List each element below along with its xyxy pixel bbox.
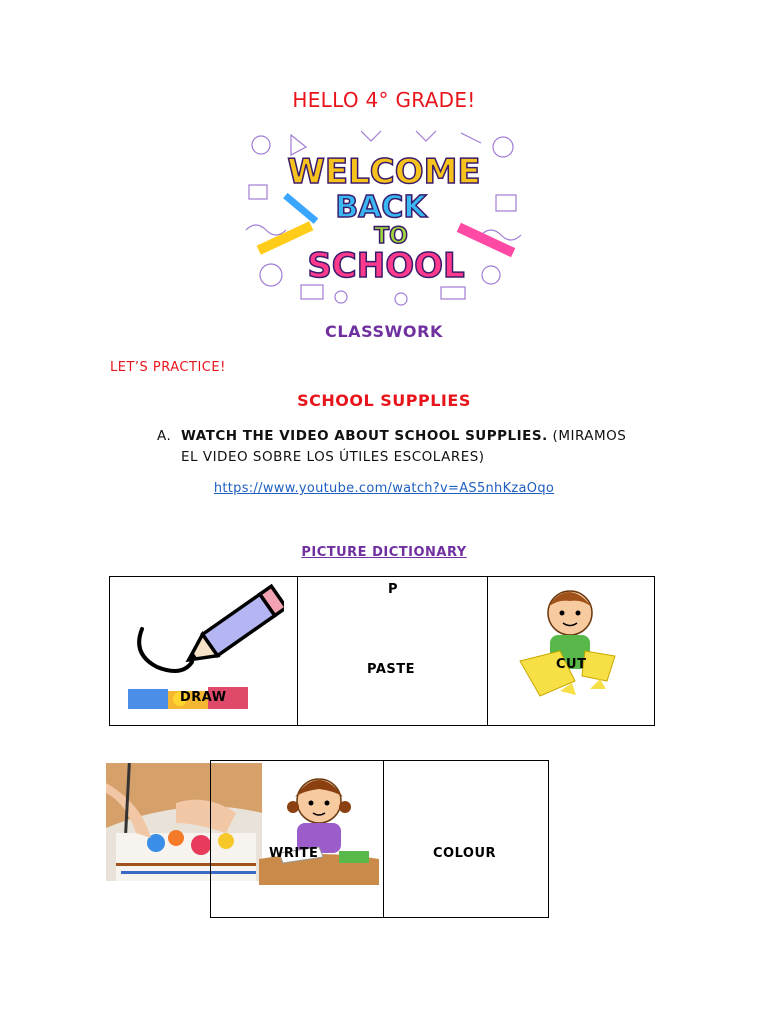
- banner-word-back: BACK: [335, 190, 427, 225]
- word-paste: PASTE: [367, 662, 416, 677]
- instruction-spanish-line2: EL VIDEO SOBRE LOS ÚTILES ESCOLARES): [181, 449, 485, 465]
- instruction-a: [157, 426, 677, 468]
- banner-word-school: SCHOOL: [307, 246, 465, 286]
- banner-word-to: TO: [374, 224, 408, 249]
- boy-cutting-paper-icon: [515, 581, 625, 706]
- school-supplies-heading: SCHOOL SUPPLIES: [297, 391, 471, 410]
- welcome-back-to-school-banner: [241, 125, 528, 307]
- instruction-number: A.: [157, 428, 172, 444]
- greeting-title: HELLO 4° GRADE!: [292, 88, 476, 112]
- banner-word-welcome: WELCOME: [287, 152, 481, 192]
- picture-dictionary-title: PICTURE DICTIONARY: [301, 545, 467, 560]
- practice-label: LET’S PRACTICE!: [110, 360, 226, 375]
- table-divider: [487, 577, 488, 725]
- word-write: WRITE: [269, 846, 319, 861]
- video-link[interactable]: https://www.youtube.com/watch?v=AS5nhKzaOqo: [213, 481, 555, 496]
- instruction-bold-text: WATCH THE VIDEO ABOUT SCHOOL SUPPLIES.: [181, 428, 548, 444]
- word-draw: DRAW: [180, 690, 227, 705]
- letter-p: P: [388, 582, 399, 597]
- instruction-spanish-line1: (MIRAMOS: [552, 428, 627, 444]
- table-divider: [383, 761, 384, 917]
- classwork-heading: CLASSWORK: [324, 322, 444, 341]
- word-cut: CUT: [556, 657, 587, 672]
- picture-dictionary-table-row1: [109, 576, 655, 726]
- girl-writing-icon: [259, 767, 379, 887]
- table-divider: [297, 577, 298, 725]
- picture-dictionary-table-row2: [210, 760, 549, 918]
- word-colour: COLOUR: [433, 846, 497, 861]
